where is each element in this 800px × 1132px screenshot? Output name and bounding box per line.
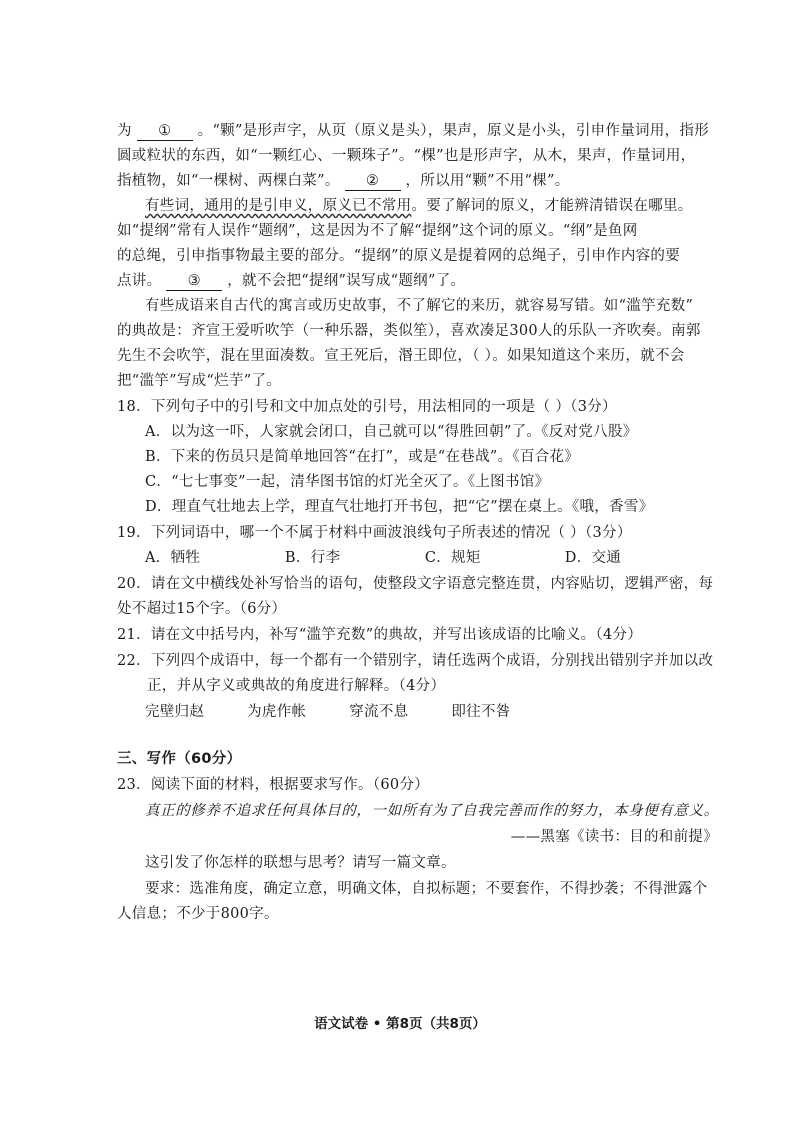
q19-option-c: C．规矩 — [424, 550, 481, 566]
q19-option-a: A．牺牲 — [145, 550, 201, 566]
q19-option-d: D．交通 — [564, 550, 622, 566]
q18-option-a: A．以为这一吓，人家就会闭口，自己就可以“得胜回朝”了。《反对党八股》 — [145, 424, 638, 440]
passage-line-2: 圆或粒状的东西，如“一颗红心、一颗珠子”。“棵”也是形声字，从木，果声，作量词用， — [117, 148, 696, 164]
q23-requirements-1: 要求：选准角度，确定立意，明确文体，自拟标题；不要套作，不得抄袭；不得泄露个 — [145, 881, 708, 897]
passage-line-1: 为 ① 。“颗”是形声字，从页（原义是头），果声，原义是小头，引申作量词用，指形 — [117, 120, 709, 143]
passage-line-5: 如“提纲”常有人误作“题纲”，这是因为不了解“提纲”这个词的原义。“纲”是鱼网 — [117, 223, 638, 239]
q23-stem: 23．阅读下面的材料，根据要求写作。（60分） — [117, 777, 430, 793]
passage-line-9: 的典故是：齐宣王爱听吹竽（一种乐器，类似笙），喜欢凑足300人的乐队一齐吹奏。南郭 — [117, 323, 701, 339]
page-footer: 语文试卷 • 第8页（共8页） — [314, 1016, 486, 1032]
passage-line-4: 有些词，通用的是引申义，原义已不常用。要了解词的原义，才能辨清错误在哪里。 — [145, 198, 693, 214]
q22-line-1: 22．下列四个成语中，每一个都有一个错别字，请任选两个成语，分别找出错别字并加以改 — [117, 653, 714, 669]
section-3-title: 三、写作（60分） — [117, 751, 242, 767]
blank-1: ① — [137, 123, 193, 141]
q19-stem: 19．下列词语中，哪一个不属于材料中画波浪线句子所表述的情况（ ）（3分） — [117, 525, 632, 541]
wavy-underlined-sentence: 有些词，通用的是引申义，原义已不常用 — [145, 198, 412, 214]
passage-line-7: 点讲。 ③ ，就不会把“提纲”误写成“题纲”了。 — [117, 270, 465, 293]
q18-stem: 18．下列句子中的引号和文中加点处的引号，用法相同的一项是（ ）（3分） — [117, 399, 617, 415]
idiom-4: 即往不咎 — [451, 704, 511, 720]
q21-line-1: 21．请在文中括号内，补写“滥竽充数”的典故，并写出该成语的比喻义。（4分） — [117, 627, 643, 643]
passage-line-11: 把“滥竽”写成“烂芋”了。 — [117, 373, 282, 389]
q18-option-d: D．理直气壮地去上学，理直气壮地打开书包，把“它”摆在桌上。《哦，香雪》 — [145, 499, 654, 515]
idiom-2: 为虎作帐 — [247, 704, 307, 720]
blank-2: ② — [345, 173, 401, 191]
q19-option-b: B．行李 — [284, 550, 341, 566]
blank-3: ③ — [166, 273, 222, 291]
q23-requirements-2: 人信息；不少于800字。 — [117, 906, 279, 922]
q18-option-c: C．“七七事变”一起，清华图书馆的灯光全灭了。《上图书馆》 — [145, 474, 550, 490]
q20-line-1: 20．请在文中横线处补写恰当的语句，使整段文字语意完整连贯，内容贴切，逻辑严密，每 — [117, 576, 714, 592]
q18-option-b: B．下来的伤员只是简单地回答“在打”，或是“在巷战”。《百合花》 — [145, 449, 580, 465]
idiom-1: 完壁归赵 — [145, 704, 205, 720]
passage-line-3: 指植物，如“一棵树、两棵白菜”。 ② ，所以用“颗”不用“棵”。 — [117, 170, 570, 193]
passage-line-10: 先生不会吹竽，混在里面凑数。宣王死后，湣王即位，（ ）。如果知道这个来历，就不会 — [117, 348, 685, 364]
q23-source: ——黑塞《读书：目的和前提》 — [510, 829, 718, 845]
q23-prompt: 这引发了你怎样的联想与思考？请写一篇文章。 — [145, 855, 456, 871]
passage-line-8: 有些成语来自古代的寓言或历史故事，不了解它的来历，就容易写错。如“滥竽充数” — [145, 298, 694, 314]
q22-line-2: 正，并从字义或典故的角度进行解释。（4分） — [147, 678, 446, 694]
passage-line-6: 的总绳，引申指事物最主要的部分。“提纲”的原义是提着网的总绳子，引申作内容的要 — [117, 248, 681, 264]
q20-line-2: 处不超过15个字。（6分） — [117, 601, 287, 617]
q22-idioms — [145, 701, 549, 724]
q23-quote: 真正的修养不追求任何具体目的，一如所有为了自我完善而作的努力，本身便有意义。 — [145, 803, 719, 819]
q19-options — [145, 547, 685, 570]
idiom-3: 穿流不息 — [349, 704, 409, 720]
